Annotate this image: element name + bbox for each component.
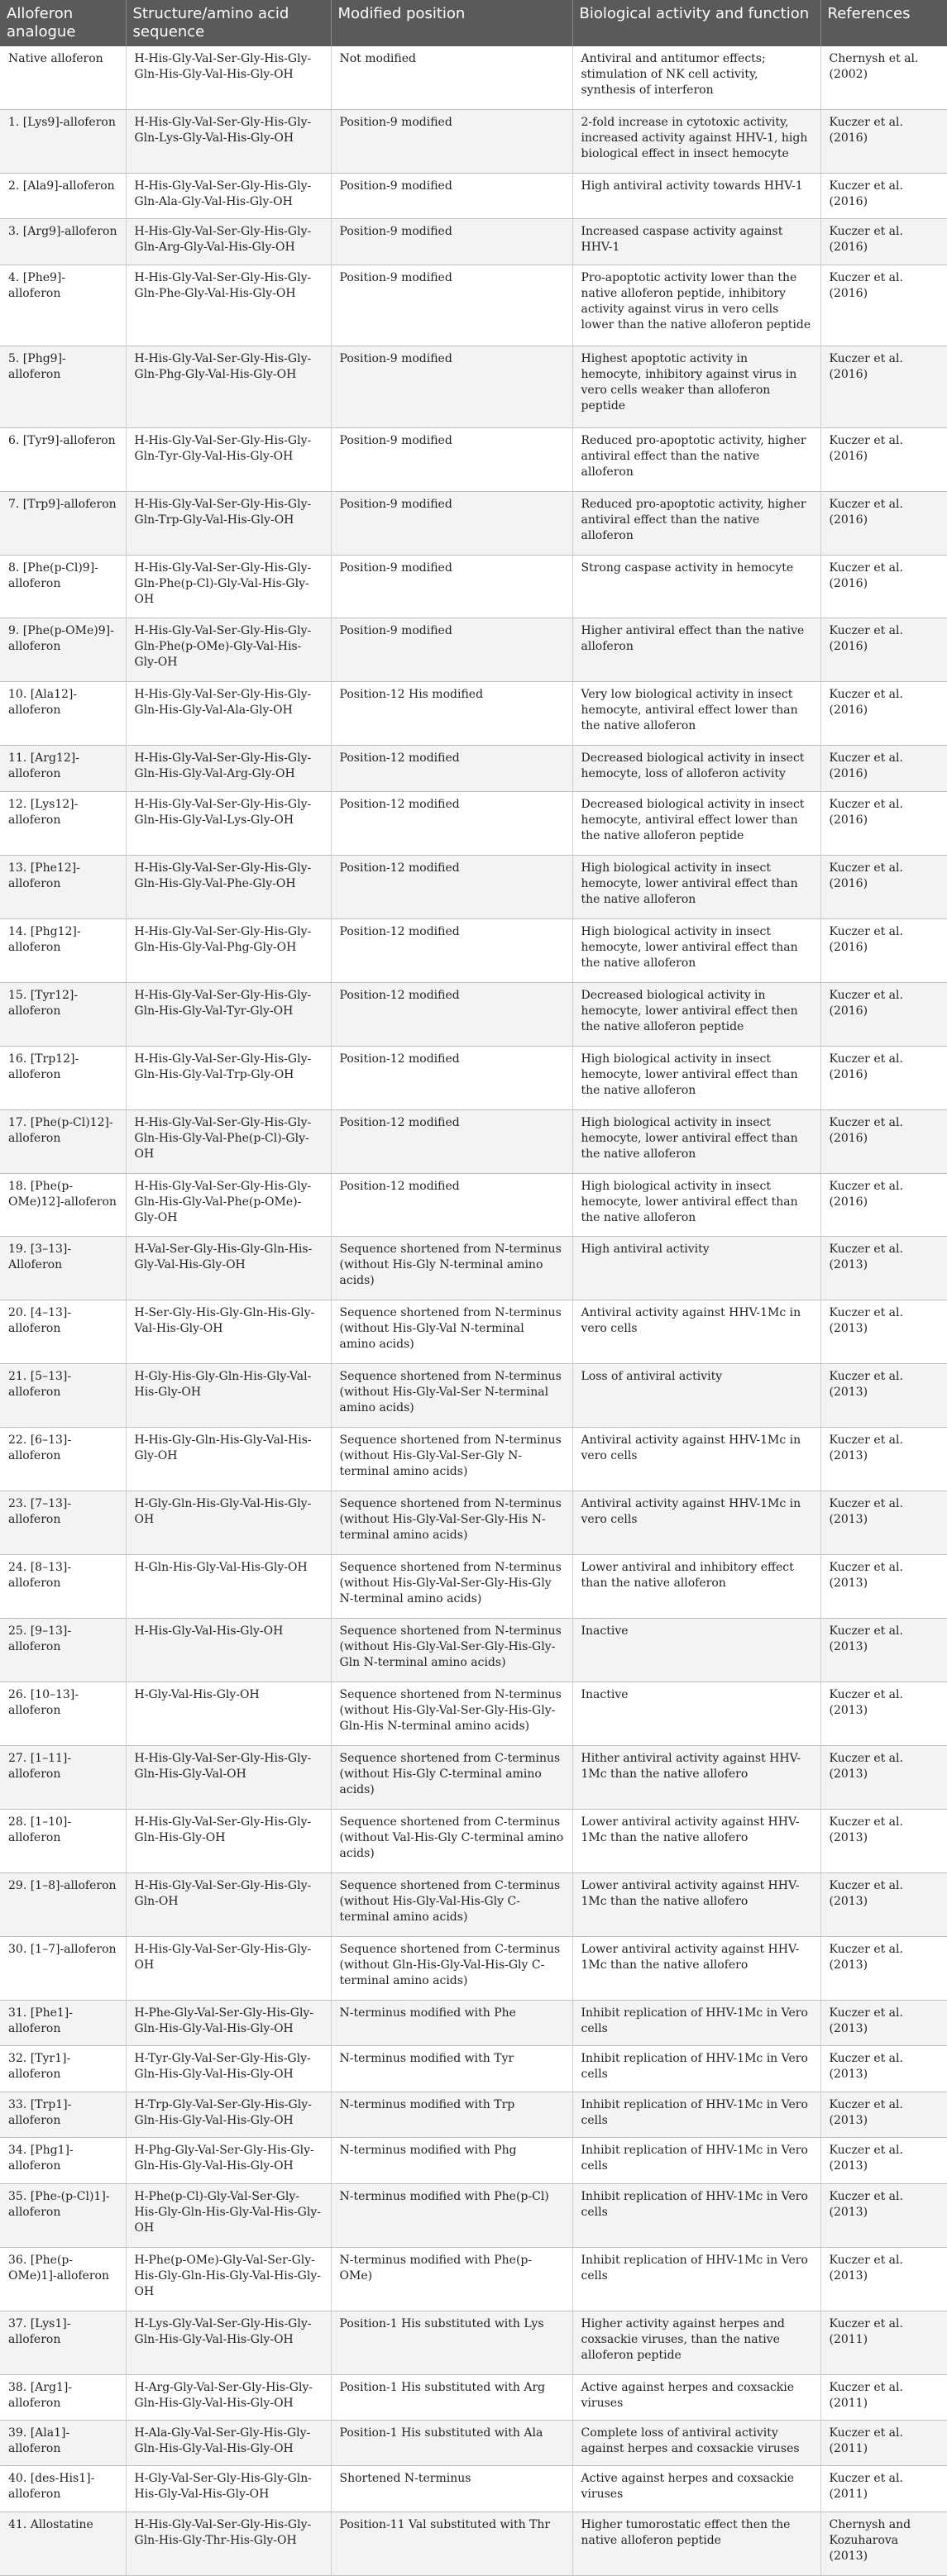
reference-cell: Kuczer et al. (2011) (820, 2311, 947, 2374)
modified-position-cell: Sequence shortened from C-terminus (without His-Gly-Val-His-Gly C-terminal amino acids) (331, 1873, 572, 1937)
reference-cell: Kuczer et al. (2013) (820, 2247, 947, 2311)
modified-position-cell: Position-1 His substituted with Lys (331, 2311, 572, 2374)
table-row (0, 1364, 947, 1428)
sequence-cell: H-His-Gly-Val-Ser-Gly-His-Gly-Gln-His-Gly-Val-Tyr-Gly-OH (126, 982, 331, 1046)
biological-activity-cell: High antiviral activity towards HHV-1 (572, 173, 820, 218)
sequence-cell: H-His-Gly-Val-Ser-Gly-His-Gly-Gln-Trp-Gly-Val-His-Gly-OH (126, 491, 331, 555)
table-row (0, 555, 947, 618)
sequence-cell: H-His-Gly-Gln-His-Gly-Val-His-Gly-OH (126, 1428, 331, 1491)
analogue-cell: 15. [Tyr12]-alloferon (0, 982, 126, 1046)
modified-position-cell: Position-1 His substituted with Ala (331, 2420, 572, 2465)
biological-activity-cell: Complete loss of antiviral activity against herpes and coxsackie viruses (572, 2420, 820, 2465)
sequence-cell: H-Lys-Gly-Val-Ser-Gly-His-Gly-Gln-His-Gly-Val-His-Gly-OH (126, 2311, 331, 2374)
reference-cell: Kuczer et al. (2013) (820, 2183, 947, 2247)
modified-position-cell: Position-9 modified (331, 618, 572, 682)
sequence-cell: H-His-Gly-Val-Ser-Gly-His-Gly-Gln-His-Gly-Val-Lys-Gly-OH (126, 791, 331, 855)
table-row (0, 1936, 947, 2000)
modified-position-cell: Sequence shortened from N-terminus (without His-Gly-Val-Ser-Gly-His-Gly-Gln-His N-terminal amino acids) (331, 1682, 572, 1746)
sequence-cell: H-Phe(p-OMe)-Gly-Val-Ser-Gly-His-Gly-Gln-His-Gly-Val-His-Gly-OH (126, 2247, 331, 2311)
analogue-cell: 11. [Arg12]-alloferon (0, 746, 126, 791)
table-row (0, 109, 947, 173)
sequence-cell: H-Gln-His-Gly-Val-His-Gly-OH (126, 1555, 331, 1619)
biological-activity-cell: Inactive (572, 1619, 820, 1682)
modified-position-cell: Position-9 modified (331, 219, 572, 265)
analogue-cell: 19. [3–13]-Alloferon (0, 1237, 126, 1300)
reference-cell: Kuczer et al. (2016) (820, 491, 947, 555)
analogue-cell: 12. [Lys12]-alloferon (0, 791, 126, 855)
analogue-cell: 21. [5–13]-alloferon (0, 1364, 126, 1428)
modified-position-cell: Sequence shortened from N-terminus (without His-Gly-Val-Ser-Gly N-terminal amino acids) (331, 1428, 572, 1491)
table-row (0, 2374, 947, 2420)
table-row (0, 1810, 947, 1873)
table-row (0, 855, 947, 918)
reference-cell: Kuczer et al. (2013) (820, 1491, 947, 1555)
reference-cell: Kuczer et al. (2013) (820, 1873, 947, 1937)
table-row (0, 791, 947, 855)
biological-activity-cell: Inhibit replication of HHV-1Mc in Vero cells (572, 2183, 820, 2247)
biological-activity-cell: Lower antiviral activity against HHV-1Mc than the native allofero (572, 1873, 820, 1937)
table-row (0, 46, 947, 109)
analogue-cell: 8. [Phe(p-Cl)9]-alloferon (0, 555, 126, 618)
reference-cell: Kuczer et al. (2013) (820, 1936, 947, 2000)
biological-activity-cell: Antiviral activity against HHV-1Mc in vero cells (572, 1491, 820, 1555)
table-row (0, 1300, 947, 1364)
modified-position-cell: Sequence shortened from C-terminus (without His-Gly C-terminal amino acids) (331, 1746, 572, 1810)
reference-cell: Kuczer et al. (2013) (820, 1746, 947, 1810)
table-row (0, 682, 947, 746)
analogue-cell: 27. [1–11]-alloferon (0, 1746, 126, 1810)
table-body (0, 46, 947, 2576)
table-row (0, 2247, 947, 2311)
biological-activity-cell: Decreased biological activity in insect hemocyte, loss of alloferon activity (572, 746, 820, 791)
biological-activity-cell: Antiviral activity against HHV-1Mc in vero cells (572, 1428, 820, 1491)
analogue-cell: 28. [1–10]-alloferon (0, 1810, 126, 1873)
table-row (0, 346, 947, 427)
modified-position-cell: N-terminus modified with Phe(p-OMe) (331, 2247, 572, 2311)
biological-activity-cell: Inhibit replication of HHV-1Mc in Vero cells (572, 2092, 820, 2137)
sequence-cell: H-His-Gly-Val-His-Gly-OH (126, 1619, 331, 1682)
reference-cell: Kuczer et al. (2016) (820, 219, 947, 265)
analogue-cell: 40. [des-His1]-alloferon (0, 2466, 126, 2512)
biological-activity-cell: Inhibit replication of HHV-1Mc in Vero cells (572, 2247, 820, 2311)
analogue-cell: 32. [Tyr1]-alloferon (0, 2046, 126, 2092)
reference-cell: Kuczer et al. (2016) (820, 555, 947, 618)
sequence-cell: H-His-Gly-Val-Ser-Gly-His-Gly-Gln-Phe(p-Cl)-Gly-Val-His-Gly-OH (126, 555, 331, 618)
reference-cell: Kuczer et al. (2013) (820, 2046, 947, 2092)
reference-cell: Kuczer et al. (2016) (820, 1173, 947, 1237)
analogue-cell: Native alloferon (0, 46, 126, 109)
reference-cell: Kuczer et al. (2016) (820, 173, 947, 218)
sequence-cell: H-Gly-Gln-His-Gly-Val-His-Gly-OH (126, 1491, 331, 1555)
modified-position-cell: Position-11 Val substituted with Thr (331, 2512, 572, 2575)
analogue-cell: 23. [7–13]-alloferon (0, 1491, 126, 1555)
reference-cell: Chernysh et al. (2002) (820, 46, 947, 109)
modified-position-cell: Not modified (331, 46, 572, 109)
biological-activity-cell: Pro-apoptotic activity lower than the native alloferon peptide, inhibitory activity against virus in vero cells lower than the native alloferon peptide (572, 265, 820, 346)
modified-position-cell: Shortened N-terminus (331, 2466, 572, 2512)
biological-activity-cell: High biological activity in insect hemocyte, lower antiviral effect than the native alloferon (572, 1173, 820, 1237)
biological-activity-cell: High biological activity in insect hemocyte, lower antiviral effect than the native alloferon (572, 918, 820, 982)
biological-activity-cell: Antiviral and antitumor effects; stimulation of NK cell activity, synthesis of interferon (572, 46, 820, 109)
sequence-cell: H-His-Gly-Val-Ser-Gly-His-Gly-Gln-His-Gly-Val-OH (126, 1746, 331, 1810)
biological-activity-cell: Higher activity against herpes and coxsackie viruses, than the native alloferon peptide (572, 2311, 820, 2374)
sequence-cell: H-His-Gly-Val-Ser-Gly-His-Gly-Gln-Phe-Gly-Val-His-Gly-OH (126, 265, 331, 346)
analogue-cell: 36. [Phe(p-OMe)1]-alloferon (0, 2247, 126, 2311)
analogue-cell: 14. [Phg12]-alloferon (0, 918, 126, 982)
table-row (0, 1491, 947, 1555)
biological-activity-cell: Strong caspase activity in hemocyte (572, 555, 820, 618)
reference-cell: Kuczer et al. (2016) (820, 346, 947, 427)
reference-cell: Kuczer et al. (2013) (820, 1555, 947, 1619)
table-row (0, 2512, 947, 2575)
table-row (0, 2138, 947, 2183)
analogue-cell: 31. [Phe1]-alloferon (0, 2000, 126, 2045)
header-modified-position: Modified position (331, 0, 572, 46)
biological-activity-cell: Increased caspase activity against HHV-1 (572, 219, 820, 265)
reference-cell: Kuczer et al. (2016) (820, 427, 947, 491)
table-row (0, 2046, 947, 2092)
modified-position-cell: N-terminus modified with Phg (331, 2138, 572, 2183)
reference-cell: Kuczer et al. (2013) (820, 1300, 947, 1364)
modified-position-cell: Position-9 modified (331, 555, 572, 618)
sequence-cell: H-Phe(p-Cl)-Gly-Val-Ser-Gly-His-Gly-Gln-His-Gly-Val-His-Gly-OH (126, 2183, 331, 2247)
analogue-cell: 6. [Tyr9]-alloferon (0, 427, 126, 491)
reference-cell: Chernysh and Kozuharova (2013) (820, 2512, 947, 2575)
sequence-cell: H-His-Gly-Val-Ser-Gly-His-Gly-Gln-OH (126, 1873, 331, 1937)
sequence-cell: H-Ala-Gly-Val-Ser-Gly-His-Gly-Gln-His-Gly-Val-His-Gly-OH (126, 2420, 331, 2465)
reference-cell: Kuczer et al. (2013) (820, 1810, 947, 1873)
biological-activity-cell: Inhibit replication of HHV-1Mc in Vero cells (572, 2046, 820, 2092)
reference-cell: Kuczer et al. (2013) (820, 1237, 947, 1300)
reference-cell: Kuczer et al. (2016) (820, 982, 947, 1046)
table-row (0, 2311, 947, 2374)
table-row (0, 1555, 947, 1619)
table-row (0, 1237, 947, 1300)
table-row (0, 2420, 947, 2465)
modified-position-cell: Sequence shortened from N-terminus (without His-Gly-Val-Ser N-terminal amino acids) (331, 1364, 572, 1428)
table-row (0, 219, 947, 265)
table-row (0, 746, 947, 791)
analogue-cell: 25. [9–13]-alloferon (0, 1619, 126, 1682)
modified-position-cell: Sequence shortened from N-terminus (without His-Gly-Val-Ser-Gly-His-Gly-Gln N-terminal amino acids) (331, 1619, 572, 1682)
modified-position-cell: Sequence shortened from N-terminus (without His-Gly-Val-Ser-Gly-His-Gly N-terminal amino acids) (331, 1555, 572, 1619)
biological-activity-cell: High biological activity in insect hemocyte, lower antiviral effect than the native alloferon (572, 1046, 820, 1109)
header-references: References (820, 0, 947, 46)
reference-cell: Kuczer et al. (2016) (820, 791, 947, 855)
sequence-cell: H-His-Gly-Val-Ser-Gly-His-Gly-Gln-His-Gly-Thr-His-Gly-OH (126, 2512, 331, 2575)
biological-activity-cell: Decreased biological activity in insect hemocyte, antiviral effect lower than the native alloferon peptide (572, 791, 820, 855)
biological-activity-cell: Active against herpes and coxsackie viruses (572, 2466, 820, 2512)
header-sequence: Structure/amino acid sequence (126, 0, 331, 46)
modified-position-cell: Position-12 modified (331, 855, 572, 918)
biological-activity-cell: Inhibit replication of HHV-1Mc in Vero cells (572, 2138, 820, 2183)
sequence-cell: H-His-Gly-Val-Ser-Gly-His-Gly-Gln-His-Gly-Val-Phe-Gly-OH (126, 855, 331, 918)
reference-cell: Kuczer et al. (2011) (820, 2420, 947, 2465)
sequence-cell: H-His-Gly-Val-Ser-Gly-His-Gly-Gln-His-Gly-Val-Phe(p-Cl)-Gly-OH (126, 1109, 331, 1173)
analogue-cell: 5. [Phg9]-alloferon (0, 346, 126, 427)
reference-cell: Kuczer et al. (2013) (820, 1682, 947, 1746)
modified-position-cell: Position-12 modified (331, 1109, 572, 1173)
analogue-cell: 1. [Lys9]-alloferon (0, 109, 126, 173)
modified-position-cell: Position-12 modified (331, 1173, 572, 1237)
analogue-cell: 20. [4–13]-alloferon (0, 1300, 126, 1364)
table-row (0, 1619, 947, 1682)
reference-cell: Kuczer et al. (2013) (820, 2138, 947, 2183)
table-header-row (0, 0, 947, 46)
modified-position-cell: Position-9 modified (331, 265, 572, 346)
table-row (0, 1873, 947, 1937)
biological-activity-cell: High antiviral activity (572, 1237, 820, 1300)
modified-position-cell: Position-12 modified (331, 791, 572, 855)
table-row (0, 982, 947, 1046)
table-row (0, 2466, 947, 2512)
biological-activity-cell: Lower antiviral activity against HHV-1Mc than the native allofero (572, 1810, 820, 1873)
modified-position-cell: Position-9 modified (331, 109, 572, 173)
sequence-cell: H-His-Gly-Val-Ser-Gly-His-Gly-Gln-Phe(p-OMe)-Gly-Val-His-Gly-OH (126, 618, 331, 682)
sequence-cell: H-Phg-Gly-Val-Ser-Gly-His-Gly-Gln-His-Gly-Val-His-Gly-OH (126, 2138, 331, 2183)
table-row (0, 1746, 947, 1810)
sequence-cell: H-Ser-Gly-His-Gly-Gln-His-Gly-Val-His-Gly-OH (126, 1300, 331, 1364)
analogue-cell: 24. [8–13]-alloferon (0, 1555, 126, 1619)
modified-position-cell: Position-9 modified (331, 427, 572, 491)
sequence-cell: H-Arg-Gly-Val-Ser-Gly-His-Gly-Gln-His-Gly-Val-His-Gly-OH (126, 2374, 331, 2420)
modified-position-cell: Position-12 His modified (331, 682, 572, 746)
sequence-cell: H-Tyr-Gly-Val-Ser-Gly-His-Gly-Gln-His-Gly-Val-His-Gly-OH (126, 2046, 331, 2092)
analogue-cell: 2. [Ala9]-alloferon (0, 173, 126, 218)
analogue-cell: 17. [Phe(p-Cl)12]-alloferon (0, 1109, 126, 1173)
biological-activity-cell: Hither antiviral activity against HHV-1Mc than the native allofero (572, 1746, 820, 1810)
analogue-cell: 38. [Arg1]-alloferon (0, 2374, 126, 2420)
analogue-cell: 4. [Phe9]-alloferon (0, 265, 126, 346)
analogue-cell: 9. [Phe(p-OMe)9]-alloferon (0, 618, 126, 682)
biological-activity-cell: Very low biological activity in insect hemocyte, antiviral effect lower than the native alloferon (572, 682, 820, 746)
modified-position-cell: Sequence shortened from N-terminus (without His-Gly-Val-Ser-Gly-His N-terminal amino acids) (331, 1491, 572, 1555)
analogue-cell: 10. [Ala12]-alloferon (0, 682, 126, 746)
modified-position-cell: Sequence shortened from C-terminus (without Val-His-Gly C-terminal amino acids) (331, 1810, 572, 1873)
table-row (0, 1173, 947, 1237)
reference-cell: Kuczer et al. (2016) (820, 1109, 947, 1173)
biological-activity-cell: Decreased biological activity in hemocyte, lower antiviral effect then the native alloferon peptide (572, 982, 820, 1046)
table-row (0, 1428, 947, 1491)
analogue-cell: 26. [10–13]-alloferon (0, 1682, 126, 1746)
biological-activity-cell: Loss of antiviral activity (572, 1364, 820, 1428)
table-row (0, 2092, 947, 2137)
table-row (0, 173, 947, 218)
analogue-cell: 35. [Phe-(p-Cl)1]-alloferon (0, 2183, 126, 2247)
reference-cell: Kuczer et al. (2016) (820, 746, 947, 791)
sequence-cell: H-His-Gly-Val-Ser-Gly-His-Gly-Gln-His-Gly-Val-His-Gly-OH (126, 46, 331, 109)
table-row (0, 2000, 947, 2045)
reference-cell: Kuczer et al. (2016) (820, 1046, 947, 1109)
analogue-cell: 34. [Phg1]-alloferon (0, 2138, 126, 2183)
table-row (0, 2183, 947, 2247)
table-row (0, 265, 947, 346)
modified-position-cell: N-terminus modified with Phe(p-Cl) (331, 2183, 572, 2247)
biological-activity-cell: Lower antiviral activity against HHV-1Mc than the native allofero (572, 1936, 820, 2000)
biological-activity-cell: 2-fold increase in cytotoxic activity, increased activity against HHV-1, high biological effect in insect hemocyte (572, 109, 820, 173)
biological-activity-cell: Lower antiviral and inhibitory effect than the native alloferon (572, 1555, 820, 1619)
sequence-cell: H-His-Gly-Val-Ser-Gly-His-Gly-Gln-His-Gly-Val-Arg-Gly-OH (126, 746, 331, 791)
biological-activity-cell: High biological activity in insect hemocyte, lower antiviral effect than the native alloferon (572, 1109, 820, 1173)
header-biological-activity: Biological activity and function (572, 0, 820, 46)
analogue-cell: 16. [Trp12]-alloferon (0, 1046, 126, 1109)
reference-cell: Kuczer et al. (2016) (820, 109, 947, 173)
reference-cell: Kuczer et al. (2013) (820, 1619, 947, 1682)
biological-activity-cell: Antiviral activity against HHV-1Mc in vero cells (572, 1300, 820, 1364)
reference-cell: Kuczer et al. (2016) (820, 918, 947, 982)
reference-cell: Kuczer et al. (2011) (820, 2374, 947, 2420)
analogue-cell: 22. [6–13]-alloferon (0, 1428, 126, 1491)
sequence-cell: H-His-Gly-Val-Ser-Gly-His-Gly-Gln-His-Gly-Val-Ala-Gly-OH (126, 682, 331, 746)
modified-position-cell: Sequence shortened from N-terminus (without His-Gly-Val N-terminal amino acids) (331, 1300, 572, 1364)
modified-position-cell: Sequence shortened from C-terminus (without Gln-His-Gly-Val-His-Gly C-terminal amino acids) (331, 1936, 572, 2000)
analogue-cell: 37. [Lys1]-alloferon (0, 2311, 126, 2374)
modified-position-cell: Position-12 modified (331, 1046, 572, 1109)
sequence-cell: H-Gly-His-Gly-Gln-His-Gly-Val-His-Gly-OH (126, 1364, 331, 1428)
sequence-cell: H-Gly-Val-His-Gly-OH (126, 1682, 331, 1746)
sequence-cell: H-His-Gly-Val-Ser-Gly-His-Gly-Gln-His-Gly-OH (126, 1810, 331, 1873)
sequence-cell: H-His-Gly-Val-Ser-Gly-His-Gly-Gln-His-Gly-Val-Trp-Gly-OH (126, 1046, 331, 1109)
reference-cell: Kuczer et al. (2016) (820, 682, 947, 746)
sequence-cell: H-His-Gly-Val-Ser-Gly-His-Gly-Gln-His-Gly-Val-Phg-Gly-OH (126, 918, 331, 982)
reference-cell: Kuczer et al. (2016) (820, 855, 947, 918)
table-row (0, 1046, 947, 1109)
reference-cell: Kuczer et al. (2013) (820, 1364, 947, 1428)
biological-activity-cell: Inhibit replication of HHV-1Mc in Vero cells (572, 2000, 820, 2045)
modified-position-cell: N-terminus modified with Phe (331, 2000, 572, 2045)
biological-activity-cell: Highest apoptotic activity in hemocyte, inhibitory against virus in vero cells weaker than alloferon peptide (572, 346, 820, 427)
table-row (0, 918, 947, 982)
modified-position-cell: Position-1 His substituted with Arg (331, 2374, 572, 2420)
analogue-cell: 7. [Trp9]-alloferon (0, 491, 126, 555)
sequence-cell: H-His-Gly-Val-Ser-Gly-His-Gly-OH (126, 1936, 331, 2000)
biological-activity-cell: Reduced pro-apoptotic activity, higher antiviral effect than the native alloferon (572, 427, 820, 491)
sequence-cell: H-His-Gly-Val-Ser-Gly-His-Gly-Gln-His-Gly-Val-Phe(p-OMe)-Gly-OH (126, 1173, 331, 1237)
modified-position-cell: Sequence shortened from N-terminus (without His-Gly N-terminal amino acids) (331, 1237, 572, 1300)
sequence-cell: H-Phe-Gly-Val-Ser-Gly-His-Gly-Gln-His-Gly-Val-His-Gly-OH (126, 2000, 331, 2045)
analogue-cell: 18. [Phe(p-OMe)12]-alloferon (0, 1173, 126, 1237)
sequence-cell: H-Val-Ser-Gly-His-Gly-Gln-His-Gly-Val-His-Gly-OH (126, 1237, 331, 1300)
sequence-cell: H-Gly-Val-Ser-Gly-His-Gly-Gln-His-Gly-Val-His-Gly-OH (126, 2466, 331, 2512)
sequence-cell: H-His-Gly-Val-Ser-Gly-His-Gly-Gln-Ala-Gly-Val-His-Gly-OH (126, 173, 331, 218)
biological-activity-cell: Higher tumorostatic effect then the native alloferon peptide (572, 2512, 820, 2575)
sequence-cell: H-His-Gly-Val-Ser-Gly-His-Gly-Gln-Tyr-Gly-Val-His-Gly-OH (126, 427, 331, 491)
modified-position-cell: Position-12 modified (331, 746, 572, 791)
reference-cell: Kuczer et al. (2016) (820, 618, 947, 682)
table-row (0, 427, 947, 491)
biological-activity-cell: Reduced pro-apoptotic activity, higher antiviral effect than the native alloferon (572, 491, 820, 555)
biological-activity-cell: High biological activity in insect hemocyte, lower antiviral effect than the native alloferon (572, 855, 820, 918)
reference-cell: Kuczer et al. (2013) (820, 1428, 947, 1491)
table-row (0, 491, 947, 555)
sequence-cell: H-His-Gly-Val-Ser-Gly-His-Gly-Gln-Arg-Gly-Val-His-Gly-OH (126, 219, 331, 265)
header-analogue: Alloferon analogue (0, 0, 126, 46)
analogue-cell: 41. Allostatine (0, 2512, 126, 2575)
sequence-cell: H-His-Gly-Val-Ser-Gly-His-Gly-Gln-Phg-Gly-Val-His-Gly-OH (126, 346, 331, 427)
reference-cell: Kuczer et al. (2011) (820, 2466, 947, 2512)
modified-position-cell: Position-9 modified (331, 173, 572, 218)
sequence-cell: H-Trp-Gly-Val-Ser-Gly-His-Gly-Gln-His-Gly-Val-His-Gly-OH (126, 2092, 331, 2137)
analogue-cell: 33. [Trp1]-alloferon (0, 2092, 126, 2137)
table-row (0, 1109, 947, 1173)
biological-activity-cell: Higher antiviral effect than the native alloferon (572, 618, 820, 682)
biological-activity-cell: Inactive (572, 1682, 820, 1746)
analogue-cell: 30. [1–7]-alloferon (0, 1936, 126, 2000)
modified-position-cell: N-terminus modified with Trp (331, 2092, 572, 2137)
analogue-cell: 3. [Arg9]-alloferon (0, 219, 126, 265)
table-row (0, 618, 947, 682)
reference-cell: Kuczer et al. (2013) (820, 2000, 947, 2045)
analogue-cell: 29. [1–8]-alloferon (0, 1873, 126, 1937)
biological-activity-cell: Active against herpes and coxsackie viruses (572, 2374, 820, 2420)
modified-position-cell: Position-12 modified (331, 982, 572, 1046)
modified-position-cell: N-terminus modified with Tyr (331, 2046, 572, 2092)
reference-cell: Kuczer et al. (2016) (820, 265, 947, 346)
modified-position-cell: Position-12 modified (331, 918, 572, 982)
sequence-cell: H-His-Gly-Val-Ser-Gly-His-Gly-Gln-Lys-Gly-Val-His-Gly-OH (126, 109, 331, 173)
modified-position-cell: Position-9 modified (331, 346, 572, 427)
table-row (0, 1682, 947, 1746)
analogue-cell: 13. [Phe12]-alloferon (0, 855, 126, 918)
analogue-cell: 39. [Ala1]-alloferon (0, 2420, 126, 2465)
reference-cell: Kuczer et al. (2013) (820, 2092, 947, 2137)
modified-position-cell: Position-9 modified (331, 491, 572, 555)
